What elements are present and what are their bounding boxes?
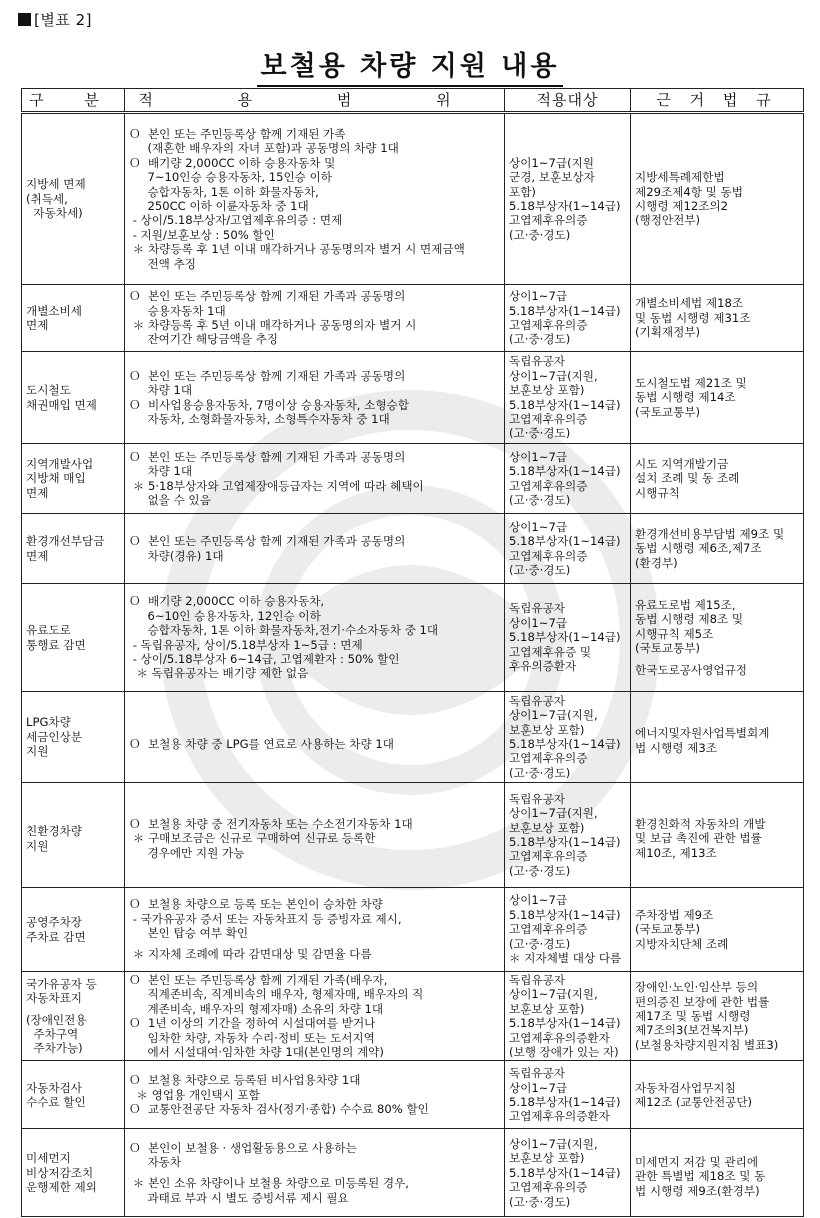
target-line: 5.18부상자(1~14급)	[509, 534, 621, 549]
cell-law	[631, 692, 804, 783]
scope-line: 차량 1대	[129, 464, 193, 479]
cell-scope	[125, 444, 505, 514]
scope-line: ＊ 차량등록 후 1년 이내 매각하거나 공동명의자 별거 시 면제금액	[129, 242, 465, 257]
target-line: (고·중·경도)	[509, 332, 571, 347]
appendix-label	[18, 10, 92, 30]
category-line	[26, 1006, 120, 1013]
law-line: (국토교통부)	[635, 641, 701, 656]
scope-line: 과태료 부과 시 별도 증빙서류 제시 필요	[129, 1190, 349, 1205]
category-line	[26, 817, 120, 824]
law-line: 미세먼지 저감 및 관리에	[635, 1154, 759, 1169]
target-line: 5.18부상자(1~14급)	[509, 199, 621, 213]
law-line: 개별소비세법 제18조	[635, 296, 744, 311]
scope-line	[129, 1169, 500, 1176]
category-line: LPG차량	[26, 715, 71, 730]
target-line: 포함)	[509, 184, 536, 199]
column-header-law: 근 거 법 규	[631, 89, 804, 113]
law-line: 환경개선비용부담법 제9조 및	[635, 526, 785, 541]
law-line	[635, 810, 799, 817]
scope-line: 승합자동차, 1톤 이하 화물자동차,	[129, 184, 319, 199]
scope-line	[129, 810, 500, 817]
scope-line: Ｏ 보철용 차량 중 전기자동차 또는 수소전기자동차 1대	[129, 816, 413, 831]
target-line: 5.18부상자(1~14급)	[509, 907, 621, 922]
scope-line: ＊ 5·18부상자와 고엽제장애등급자는 지역에 따라 혜택이	[129, 478, 424, 493]
scope-line	[129, 723, 500, 730]
target-line: 5.18부상자(1~14급)	[509, 1016, 621, 1031]
target-line: 고엽제후유의증	[509, 849, 588, 864]
target-line: 보훈보상 포함)	[509, 1151, 585, 1166]
law-line: 제17조 및 동법 시행령	[635, 1009, 751, 1024]
law-line: (환경부)	[635, 555, 678, 570]
law-line: (국토교통부)	[635, 922, 701, 937]
cell-law	[631, 352, 804, 444]
category-line: 채권매입 면제	[26, 397, 97, 412]
law-line: (기획재정부)	[635, 325, 701, 340]
scope-line: 자동차, 소형화물자동차, 소형특수자동차 중 1대	[129, 411, 390, 426]
category-line: 자동차검사	[26, 1080, 82, 1095]
target-line: 상이1~7급	[509, 449, 568, 464]
cell-scope	[125, 1061, 505, 1129]
cell-scope	[125, 888, 505, 972]
law-line: 유료도로법 제15조,	[635, 597, 736, 612]
cell-law	[631, 783, 804, 888]
category-line: 친환경차량	[26, 824, 82, 839]
cell-scope	[125, 1129, 505, 1217]
target-line: 군경, 보훈보상자	[509, 170, 595, 185]
category-line: 지원	[26, 744, 49, 759]
target-line: 상이1~7급(지원,	[509, 806, 598, 821]
target-line: 상이1~7급(지원,	[509, 1136, 598, 1151]
law-line: (보철용차량지원지침 별표3)	[635, 1037, 779, 1052]
target-line: 고엽제후유의증	[509, 1180, 588, 1195]
scope-line: 250CC 이하 이륜자동차 중 1대	[129, 199, 309, 213]
cell-law	[631, 888, 804, 972]
scope-line: 잔여기간 해당금액을 추징	[129, 332, 279, 347]
scope-line: 차량(경유) 1대	[129, 548, 224, 563]
scope-line: ＊ 지자체 조례에 따라 감면대상 및 감면율 다름	[129, 947, 372, 962]
category-line: 지방세 면제	[26, 177, 86, 192]
target-line: 상이1~7급	[509, 519, 568, 534]
law-line: 제10조, 제13조	[635, 845, 717, 860]
category-line: 면제	[26, 318, 49, 332]
target-line: 5.18부상자(1~14급)	[509, 464, 621, 479]
category-line: 면제	[26, 548, 49, 563]
cell-category	[22, 888, 125, 972]
target-line: 고엽제후유의증	[509, 922, 588, 937]
cell-target	[505, 1129, 631, 1217]
target-line: 고엽제후유증 및	[509, 644, 592, 659]
table-row	[22, 692, 804, 783]
category-line: 개별소비세	[26, 303, 82, 318]
target-line: (고·중·경도)	[509, 765, 571, 780]
table-row	[22, 972, 804, 1061]
cell-target	[505, 113, 631, 285]
target-line: 상이1~7급(지원,	[509, 987, 598, 1002]
cell-target	[505, 1061, 631, 1129]
law-line: (국토교통부)	[635, 404, 701, 419]
category-line: (취득세,	[26, 191, 68, 206]
law-line: 및 보급 촉진에 관한 법률	[635, 831, 762, 846]
cell-category	[22, 514, 125, 584]
category-line: 미세먼지	[26, 1151, 71, 1166]
scope-line: - 상이/5.18부상자 6~14급, 고엽제환자 : 50% 할인	[129, 651, 400, 666]
scope-line: ＊ 독립유공자는 배기량 제한 없음	[129, 666, 309, 681]
law-line: 장애인·노인·임산부 등의	[635, 980, 759, 995]
column-header-scope: 적 용 범 위	[125, 89, 505, 113]
cell-scope	[125, 514, 505, 584]
scope-line: - 상이/5.18부상자/고엽제후유의증 : 면제	[129, 213, 343, 228]
law-line: 시행규칙 제5조	[635, 626, 714, 641]
target-line: (고·중·경도)	[509, 936, 571, 951]
target-line: 5.18부상자(1~14급)	[509, 630, 621, 645]
support-table	[21, 88, 804, 1217]
scope-line: 에서 시설대여·임차한 차량 1대(본인명의 계약)	[129, 1045, 384, 1060]
scope-line: 경우에만 지원 가능	[129, 845, 245, 860]
target-line: 5.18부상자(1~14급)	[509, 1165, 621, 1180]
law-line: 에너지및자원사업특별회계	[635, 726, 770, 741]
law-line: 동법 시행령 제14조	[635, 390, 736, 405]
scope-line: Ｏ 1년 이상의 기간을 정하여 시설대여를 받거나	[129, 1016, 376, 1031]
cell-category	[22, 1061, 125, 1129]
target-line: 상이1~7급(지원,	[509, 368, 598, 383]
target-line: (고·중·경도)	[509, 426, 571, 441]
column-header-category: 구 분	[22, 89, 125, 113]
law-line: 제12조 (교통안전공단)	[635, 1094, 753, 1109]
table-row	[22, 444, 804, 514]
law-line: 지방세특례제한법	[635, 170, 725, 185]
law-line	[635, 656, 799, 663]
target-line: 독립유공자	[509, 1066, 565, 1081]
category-line: 유료도로	[26, 623, 71, 638]
category-line: 운행제한 제외	[26, 1180, 97, 1195]
cell-law	[631, 285, 804, 352]
law-line: 제29조제4항 및 동법	[635, 184, 743, 199]
law-line: (행정안전부)	[635, 213, 701, 228]
law-line: 도시철도법 제21조 및	[635, 375, 747, 390]
scope-line: Ｏ 본인이 보철용 · 생업활동용으로 사용하는	[129, 1140, 357, 1155]
scope-line: ＊ 구매보조금은 신규로 구매하여 신규로 등록한	[129, 831, 376, 846]
page-title	[0, 44, 820, 83]
cell-law	[631, 972, 804, 1061]
cell-scope	[125, 972, 505, 1061]
scope-line: Ｏ 보철용 차량 중 LPG를 연료로 사용하는 차량 1대	[129, 736, 394, 751]
target-line: (고·중·경도)	[509, 492, 571, 507]
table-row	[22, 514, 804, 584]
cell-target	[505, 285, 631, 352]
category-line: 국가유공자 등	[26, 976, 97, 991]
scope-line: 본인 탑승 여부 확인	[129, 926, 249, 940]
category-line: 지역개발사업	[26, 456, 94, 471]
law-line: 편의증진 보장에 관한 법률	[635, 994, 770, 1009]
appendix-label-text: [별표 2]	[34, 11, 92, 29]
cell-target	[505, 444, 631, 514]
cell-target	[505, 783, 631, 888]
target-line: (고·중·경도)	[509, 1194, 571, 1209]
law-line: 법 시행령 제3조	[635, 740, 717, 755]
law-line: 동법 시행령 제8조 및	[635, 612, 744, 627]
cell-category	[22, 113, 125, 285]
cell-target	[505, 692, 631, 783]
target-line: (고·중·경도)	[509, 227, 571, 242]
category-line: 수수료 할인	[26, 1094, 86, 1109]
law-line: 시행령 제12조의2	[635, 199, 729, 213]
table-row	[22, 352, 804, 444]
target-line: 5.18부상자(1~14급)	[509, 737, 621, 751]
cell-law	[631, 444, 804, 514]
cell-category	[22, 972, 125, 1061]
scope-line: Ｏ 보철용 차량으로 등록된 비사업용차량 1대	[129, 1073, 361, 1088]
scope-line: 임차한 차량, 자동차 수리·정비 또는 도서지역	[129, 1030, 375, 1045]
category-line: 주차가능)	[26, 1041, 83, 1056]
law-line: 제7조의3(보건복지부)	[635, 1023, 749, 1038]
cell-law	[631, 113, 804, 285]
cell-category	[22, 783, 125, 888]
target-line: 보훈보상 포함)	[509, 722, 585, 737]
target-line: 고엽제후유의증	[509, 318, 588, 332]
target-line: 상이1~7급	[509, 893, 568, 908]
law-line: 법 시행령 제9조(환경부)	[635, 1183, 760, 1198]
scope-line: Ｏ 교통안전공단 자동차 검사(정기·종합) 수수료 80% 할인	[129, 1102, 429, 1117]
target-line: 고엽제후유의증환자	[509, 1109, 610, 1124]
target-line: 고엽제후유의증	[509, 548, 588, 563]
scope-line: ＊ 차량등록 후 5년 이내 매각하거나 공동명의자 별거 시	[129, 318, 417, 332]
cell-scope	[125, 352, 505, 444]
target-line: 고엽제후유의증	[509, 478, 588, 493]
cell-target	[505, 584, 631, 692]
scope-line	[129, 730, 500, 737]
category-line: 지방채 매입	[26, 471, 86, 486]
target-line: 상이1~7급	[509, 615, 568, 630]
cell-category	[22, 1129, 125, 1217]
category-line: 도시철도	[26, 383, 71, 398]
category-line: 환경개선부담금	[26, 534, 105, 549]
category-line: 공영주차장	[26, 915, 82, 930]
scope-line: Ｏ 본인 또는 주민등록상 함께 기재된 가족과 공동명의	[129, 534, 406, 549]
scope-line: 승합자동차, 1톤 이하 화물자동차,전기·수소자동차 중 1대	[129, 623, 439, 638]
scope-line: 전액 추징	[129, 256, 196, 271]
cell-target	[505, 972, 631, 1061]
scope-line: Ｏ 배기량 2,000CC 이하 승용자동차 및	[129, 155, 336, 170]
cell-category	[22, 444, 125, 514]
scope-line: Ｏ 본인 또는 주민등록상 함께 기재된 가족과 공동명의	[129, 449, 406, 464]
scope-line: Ｏ 본인 또는 주민등록상 함께 기재된 가족과 공동명의	[129, 289, 406, 304]
law-line: 시행규칙	[635, 485, 680, 500]
table-row	[22, 113, 804, 285]
scope-line: Ｏ 보철용 차량으로 등록 또는 본인이 승차한 차량	[129, 897, 383, 912]
category-line: 자동차세)	[26, 206, 83, 221]
cell-law	[631, 584, 804, 692]
square-bullet-icon	[18, 13, 31, 26]
target-line: 독립유공자	[509, 791, 565, 806]
scope-line: 직계존비속, 직계비속의 배우자, 형제자매, 배우자의 직	[129, 987, 424, 1002]
category-line: 세금인상분	[26, 729, 82, 744]
target-line: (고·중·경도)	[509, 863, 571, 878]
target-line: 상이1~7급	[509, 289, 568, 304]
law-line: 자동차검사업무지침	[635, 1080, 736, 1095]
target-line: 5.18부상자(1~14급)	[509, 303, 621, 318]
scope-line: - 지원/보훈보상 : 50% 할인	[129, 227, 275, 242]
target-line: (보행 장애가 있는 자)	[509, 1045, 619, 1060]
law-line: 시도 지역개발기금	[635, 456, 729, 471]
law-line: 관한 특별법 제18조 및 동	[635, 1169, 766, 1184]
law-line	[635, 719, 799, 726]
cell-target	[505, 888, 631, 972]
cell-scope	[125, 692, 505, 783]
scope-line: (재혼한 배우자의 자녀 포함)과 공동명의 차량 1대	[129, 141, 399, 156]
scope-line: Ｏ 본인 또는 주민등록상 함께 기재된 가족(배우자,	[129, 973, 388, 987]
table-row	[22, 888, 804, 972]
target-line: 상이1~7급	[509, 1080, 568, 1095]
cell-law	[631, 1061, 804, 1129]
category-line: 통행료 감면	[26, 637, 86, 652]
table-header-row	[22, 89, 804, 113]
target-line: 5.18부상자(1~14급)	[509, 1094, 621, 1109]
law-line: 한국도로공사영업규정	[635, 662, 747, 677]
cell-category	[22, 584, 125, 692]
scope-line: 계존비속, 배우자의 형제자매) 소유의 차량 1대	[129, 1001, 384, 1016]
cell-scope	[125, 285, 505, 352]
target-line: 독립유공자	[509, 354, 565, 369]
scope-line: Ｏ 배기량 2,000CC 이하 승용자동차,	[129, 594, 325, 609]
scope-line: - 국가유공자 증서 또는 자동차표지 등 증빙자료 제시,	[129, 911, 402, 926]
cell-scope	[125, 783, 505, 888]
law-line: 및 동법 시행령 제31조	[635, 310, 751, 325]
scope-line: - 독립유공자, 상이/5.18부상자 1~5급 : 면제	[129, 637, 363, 652]
table-row	[22, 783, 804, 888]
target-line: 5.18부상자(1~14급)	[509, 835, 621, 849]
target-line: (고·중·경도)	[509, 562, 571, 577]
table-row	[22, 1061, 804, 1129]
category-line: 주차료 감면	[26, 929, 86, 944]
scope-line: Ｏ 비사업용승용자동차, 7명이상 승용자동차, 소형승합	[129, 397, 409, 412]
cell-target	[505, 514, 631, 584]
scope-line: 승용자동차 1대	[129, 303, 226, 318]
category-line: 비상저감조치	[26, 1165, 94, 1180]
target-line: 고엽제후유의증환자	[509, 1030, 610, 1045]
target-line: 상이1~7급(지원	[509, 155, 594, 170]
scope-line: 6~10인 승용자동차, 12인승 이하	[129, 608, 321, 623]
cell-category	[22, 352, 125, 444]
target-line: 고엽제후유의증	[509, 213, 588, 228]
table-row	[22, 285, 804, 352]
target-line: 보훈보상 포함)	[509, 1001, 585, 1016]
target-line: 독립유공자	[509, 693, 565, 708]
law-line: 설치 조례 및 동 조례	[635, 471, 740, 486]
law-line: 주차장법 제9조	[635, 907, 714, 922]
target-line: 고엽제후유의증	[509, 411, 588, 426]
category-line: (장애인전용	[26, 1012, 87, 1027]
cell-scope	[125, 113, 505, 285]
scope-line: Ｏ 본인 또는 주민등록상 함께 기재된 가족	[129, 126, 346, 141]
category-line: 자동차표지	[26, 991, 82, 1006]
scope-line: 없을 수 있음	[129, 492, 211, 507]
target-line: 독립유공자	[509, 973, 565, 987]
column-header-target: 적용대상	[505, 89, 631, 113]
category-line: 주차구역	[26, 1026, 79, 1041]
cell-law	[631, 1129, 804, 1217]
scope-line: 자동차	[129, 1155, 182, 1170]
scope-line: Ｏ 본인 또는 주민등록상 함께 기재된 가족과 공동명의	[129, 368, 406, 383]
cell-category	[22, 285, 125, 352]
target-line: 고엽제후유의증	[509, 751, 588, 766]
page-title-text: 보철용 차량 지원 내용	[257, 51, 564, 87]
cell-category	[22, 692, 125, 783]
table-row	[22, 1129, 804, 1217]
scope-line: ＊ 영업용 개인택시 포함	[129, 1087, 260, 1102]
law-line: 환경친화적 자동차의 개발	[635, 816, 766, 831]
target-line: 5.18부상자(1~14급)	[509, 397, 621, 412]
target-line: 보훈보상 포함)	[509, 383, 585, 398]
category-line: 지원	[26, 838, 49, 853]
target-line: 상이1~7급(지원,	[509, 708, 598, 723]
category-line: 면제	[26, 485, 49, 500]
target-line: 보훈보상 포함)	[509, 820, 585, 835]
scope-line: ＊ 본인 소유 차량이나 보철용 차량으로 미등록된 경우,	[129, 1176, 409, 1191]
target-line: 독립유공자	[509, 601, 565, 616]
cell-target	[505, 352, 631, 444]
cell-scope	[125, 584, 505, 692]
scope-line: 차량 1대	[129, 383, 193, 398]
law-line: 지방자치단체 조례	[635, 936, 729, 951]
table-row	[22, 584, 804, 692]
law-line: 동법 시행령 제6조,제7조	[635, 541, 762, 556]
target-line: 후유의증환자	[509, 659, 577, 674]
cell-law	[631, 514, 804, 584]
scope-line	[129, 940, 500, 947]
scope-line: 7~10인승 승용자동차, 15인승 이하	[129, 170, 332, 185]
target-line: ＊ 지자체별 대상 다름	[509, 951, 622, 966]
law-line	[635, 1148, 799, 1155]
